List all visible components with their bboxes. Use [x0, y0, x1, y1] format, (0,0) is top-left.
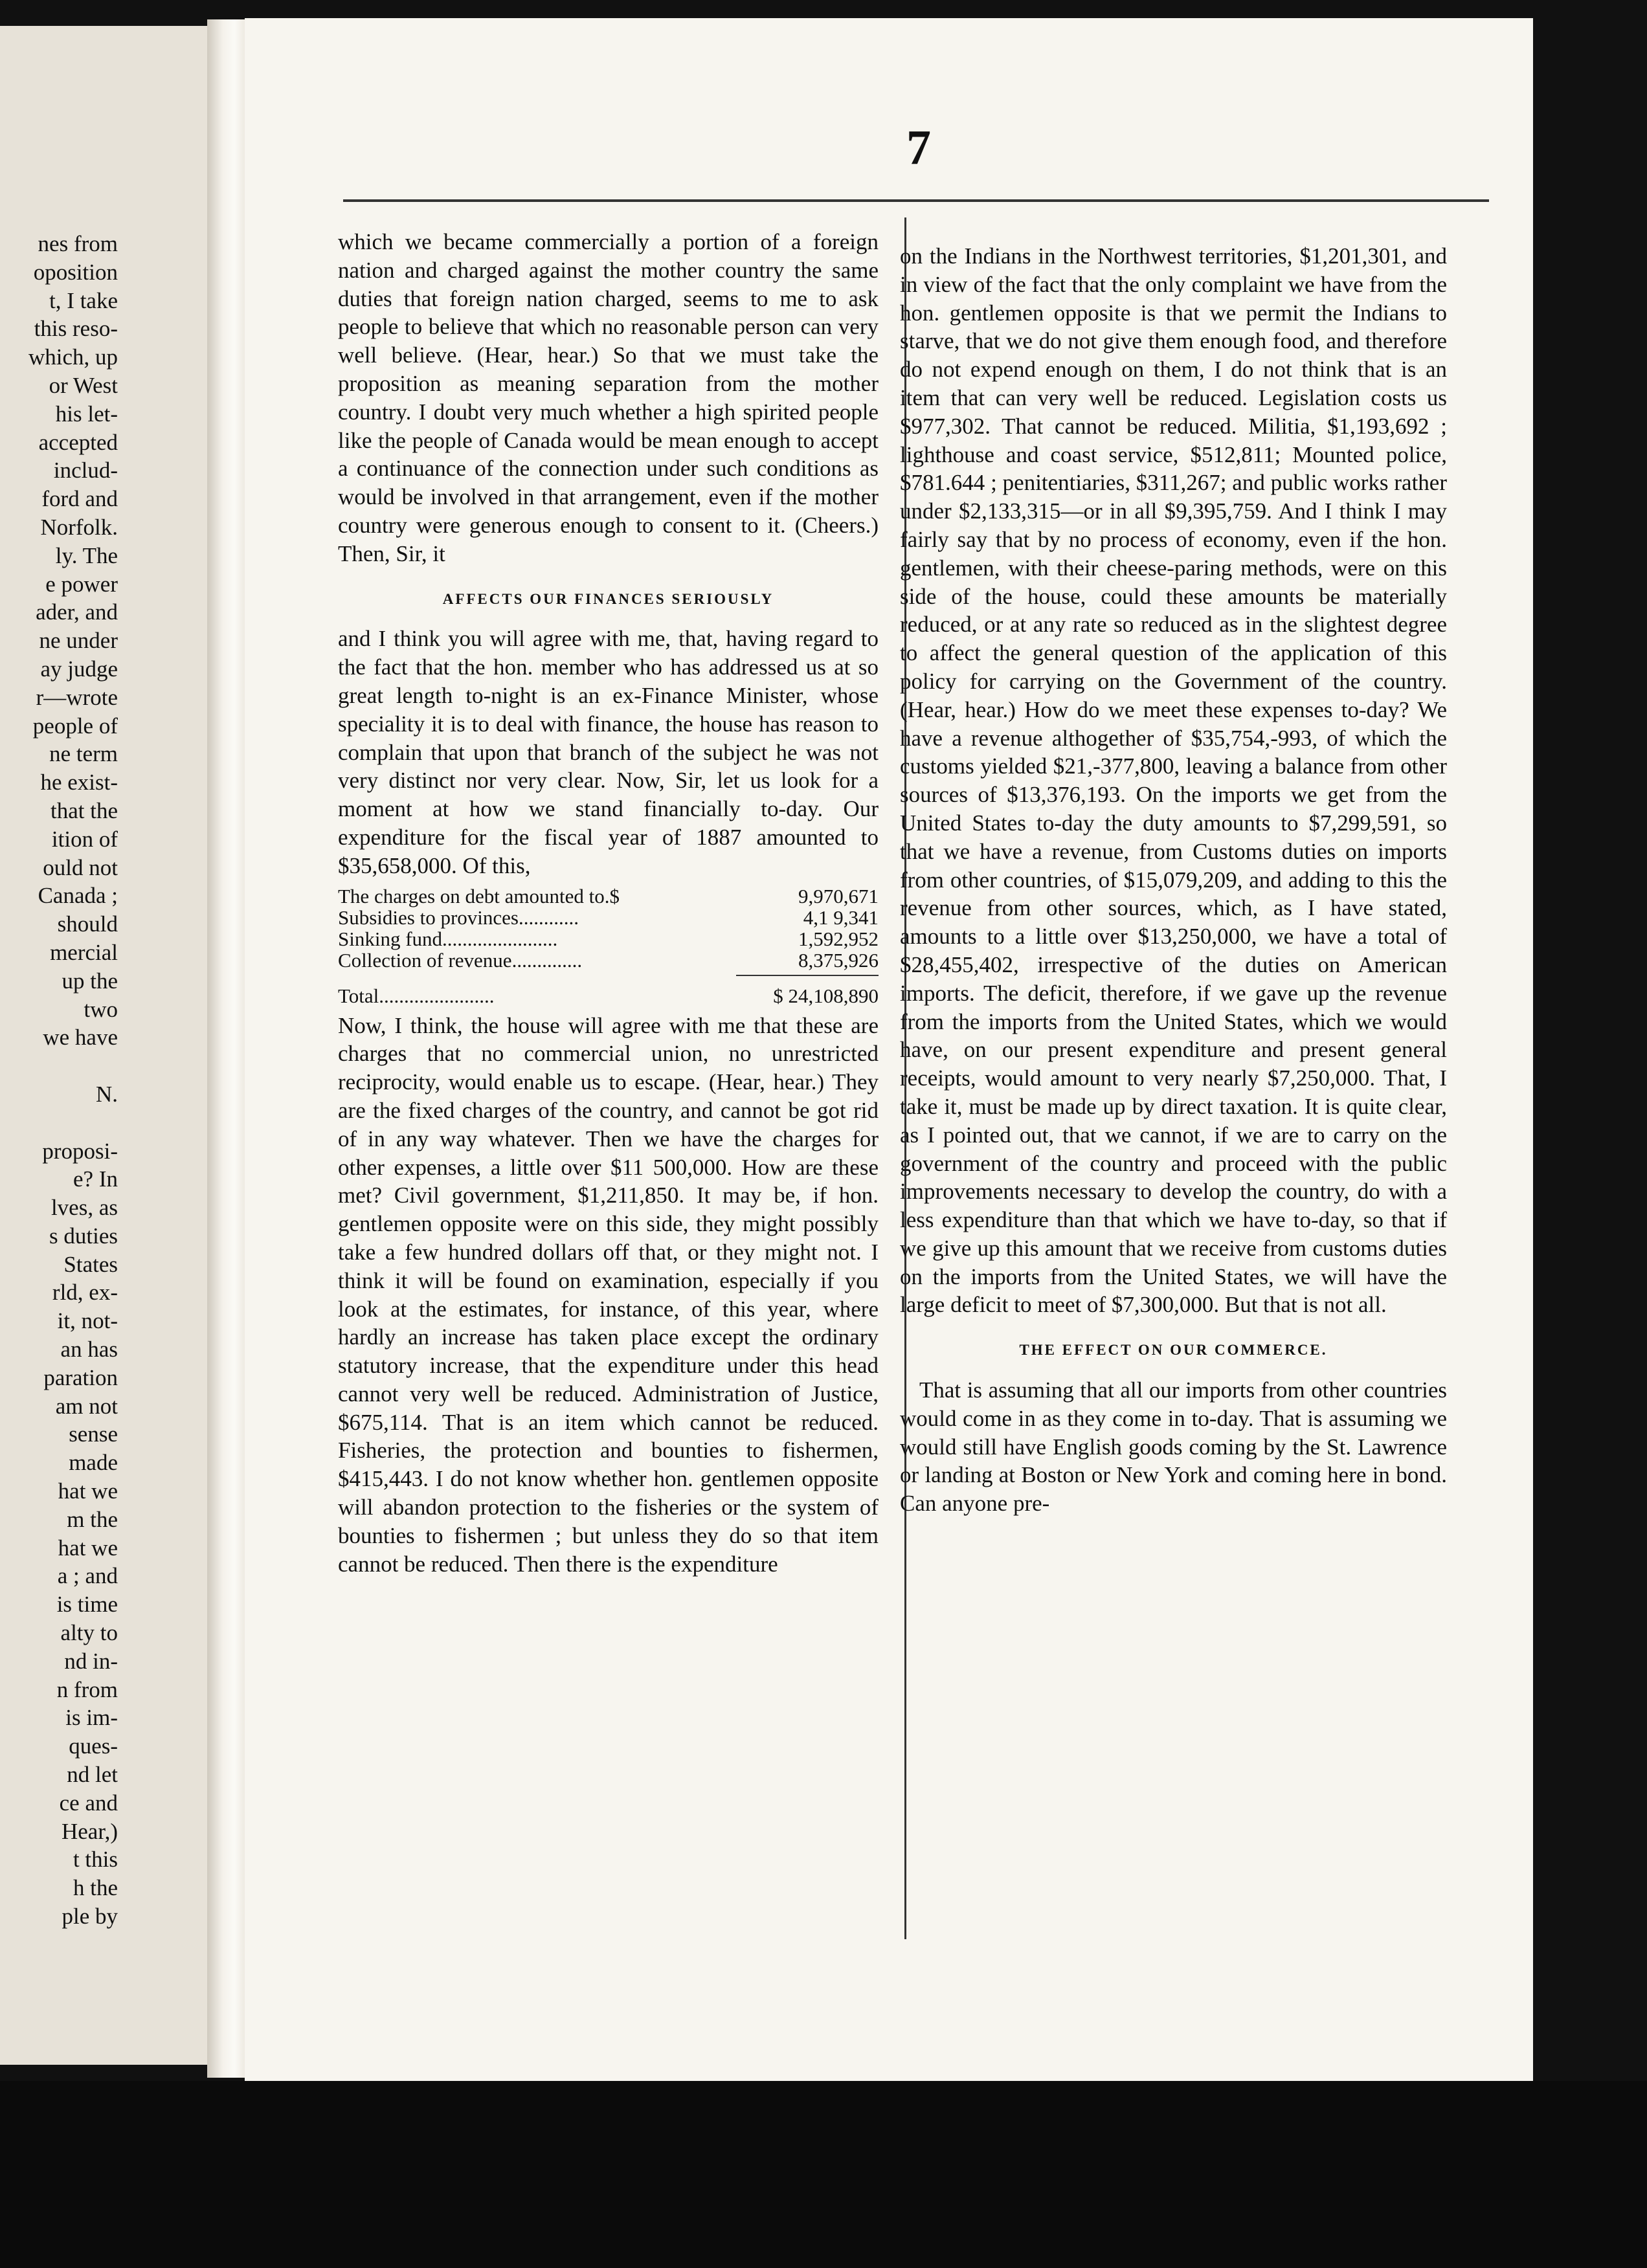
fragment-line: which, up: [28, 344, 118, 370]
fragment-line: nd in-: [64, 1648, 118, 1674]
fragment-line: e power: [45, 571, 118, 597]
fragment-line: lves, as: [50, 1195, 118, 1221]
book-gutter: [207, 19, 246, 2078]
fragment-line: ition of: [51, 826, 118, 852]
table-row: The charges on debt amounted to.$ 9,970,671: [338, 884, 879, 907]
fragment-line: an has: [60, 1337, 118, 1362]
fragment-line: ly. The: [55, 542, 118, 568]
fragment-line: [0, 1109, 118, 1137]
fragment-line: nd let: [67, 1762, 118, 1788]
column-right: [900, 242, 1447, 1518]
total-row: Total....................... $ 24,108,890: [338, 984, 879, 1007]
fragment-line: rld, ex-: [52, 1280, 118, 1306]
fragment-line: Norfolk.: [40, 514, 118, 540]
fragment-line: made: [69, 1450, 118, 1476]
fragment-line: r—wrote: [36, 684, 118, 710]
fragment-line: ne under: [39, 628, 118, 654]
fragment-line: ford and: [41, 486, 118, 512]
section-heading: AFFECTS OUR FINANCES SERIOUSLY: [442, 590, 774, 607]
fragment-line: paration: [43, 1364, 118, 1390]
table-row: Collection of revenue.............. 8,375,926: [338, 948, 879, 972]
fragment-line: am not: [55, 1393, 118, 1419]
fragment-line: we have: [43, 1025, 118, 1051]
paragraph: which we became commercially a portion of a foreign nation and charged against the mother country the same duties that foreign nation charged, seems to me to ask people to believe that which no reasonable person can very well believe. (Hear, hear.) So that we must take the proposition as meaning separation from the mother country. I doubt very much whether a high spirited people like the people of Canada would be mean enough to accept a continuance of the connection under such conditions as would be involved in that arrangement, even if the mother country were generous enough to consent to it. (Cheers.) Then, Sir, it: [338, 229, 879, 566]
fragment-line: is im-: [65, 1705, 118, 1731]
fragment-line: m the: [67, 1506, 118, 1532]
fragment-line: includ-: [53, 458, 118, 484]
fragment-line: should: [57, 911, 118, 937]
fragment-line: n from: [56, 1676, 118, 1702]
fragment-line: Hear,): [61, 1818, 118, 1844]
fragment-line: States: [63, 1251, 118, 1277]
paragraph: Now, I think, the house will agree with me that these are charges that no commercial union, no unrestricted reciprocity, would enable us to escape. (Hear, hear.) They are the fixed charges of the country, and cannot be got rid of in any way whatever. Then we have the charges for other expenses, a little over $11 500,000. How are these met? Civil government, $1,211,850. It may be, if hon. gentlemen opposite were on this side, they might possibly take a few hundred dollars off that, or they might not. I think it will be found on examination, especially if you look at the estimates, for instance, of this year, where hardly an increase has taken place except the ordinary statutory increase, that the expenditure under this head cannot very well be reduced. Administration of Justice, $675,114. That is an item which cannot be reduced. Fisheries, the protection and bounties to fishermen, $415,443. I do not know whether hon. gentlemen opposite will abandon protection to the fisheries or the system of bounties to fishermen ; but unless they do so that item cannot be reduced. Then there is the expenditure: [338, 1012, 879, 1577]
scan-background: [0, 2081, 1647, 2268]
fragment-line: oposition: [33, 259, 118, 285]
header-rule: [343, 199, 1489, 202]
fragment-line: hat we: [58, 1535, 118, 1561]
paragraph: That is assuming that all our imports from other countries would come in as they come in to-day. That is assuming we would still have English goods coming by the St. Lawrence or landing at Boston or New York and coming here in bond. Can anyone pre-: [900, 1377, 1447, 1517]
fragment-line: accepted: [38, 429, 118, 455]
fragment-line: N.: [95, 1081, 118, 1107]
expenditure-table: [338, 885, 879, 1006]
fragment-line: ple by: [62, 1904, 118, 1929]
fragment-line: t, I take: [49, 287, 118, 313]
fragment-line: he exist-: [40, 770, 118, 795]
table-row: Subsidies to provinces............ 4,1 9,341: [338, 906, 879, 929]
fragment-line: mercial: [50, 939, 118, 965]
fragment-line: alty to: [60, 1620, 118, 1646]
fragment-line: e? In: [73, 1166, 118, 1192]
total-rule: [736, 975, 879, 976]
fragment-line: his let-: [55, 401, 118, 427]
fragment-line: people of: [32, 713, 118, 739]
fragment-line: ne term: [49, 741, 118, 767]
fragment-line: sense: [69, 1421, 118, 1447]
left-page-text-fragments: [0, 230, 118, 1931]
fragment-line: ce and: [59, 1790, 118, 1816]
fragment-line: ader, and: [36, 599, 118, 625]
fragment-line: a ; and: [57, 1563, 118, 1589]
fragment-line: s duties: [49, 1223, 118, 1249]
fragment-line: nes from: [38, 231, 118, 256]
fragment-line: up the: [62, 968, 118, 994]
section-heading: THE EFFECT ON OUR COMMERCE.: [1019, 1342, 1328, 1359]
fragment-line: this reso-: [34, 316, 118, 342]
fragment-line: Canada ;: [38, 883, 118, 909]
fragment-line: hat we: [58, 1478, 118, 1504]
fragment-line: ay judge: [40, 656, 118, 682]
fragment-line: two: [84, 996, 118, 1022]
fragment-line: ould not: [43, 854, 118, 880]
page-number: 7: [906, 120, 931, 175]
fragment-line: it, not-: [57, 1308, 118, 1334]
column-left: [338, 228, 879, 1578]
fragment-line: or West: [49, 372, 118, 398]
fragment-line: that the: [50, 797, 118, 823]
fragment-line: is time: [56, 1592, 118, 1618]
fragment-line: h the: [73, 1875, 118, 1901]
paragraph: on the Indians in the Northwest territories, $1,201,301, and in view of the fact that the only complaint we have from the hon. gentlemen opposite is that we permit the Indians to starve, that we do not give them enough food, and therefore do not expend enough on them, I do not think that is an item that can very well be reduced. Legislation costs us $977,302. That cannot be reduced. Militia, $1,193,692 ; lighthouse and coast service, $512,811; Mounted police, $781.644 ; penitentiaries, $311,267; and public works rather under $2,133,315—or in all $9,395,759. And I think I may fairly say that by no process of economy, even if the hon. gentlemen, with their cheese-paring methods, were on this side of the house, could these amounts be materially reduced, or at any rate so reduced as in the slightest degree to affect the general question of the application of this policy for carrying on the Government of the country. (Hear, hear.) How do we meet these expenses to-day? We have a revenue althogether of $35,754,-993, of which the customs yielded $21,-377,800, leaving a balance from other sources of $13,376,193. On the imports we get from the United States to-day the duty amounts to $7,299,591, so that we have a revenue, from Customs duties on imports from other countries, of $15,079,209, and adding to this the revenue from other sources, which, as I have stated, amounts to a little over $13,250,000, we have a total of $28,455,402, irrespective of the duties on American imports. The deficit, therefore, if we gave up the revenue from the imports from the United States, which we would have, on our present expenditure and present general receipts, would amount to very nearly $7,250,000. That, I take it, must be made up by direct taxation. It is quite clear, as I pointed out, that we cannot, if we are to carry on the government of the country and proceed with the public improvements necessary to develop the country, do with a less expenditure than that which we have to-day, so that if we give up this amount that we receive from customs duties on the imports from the United States, we will have the large deficit to meet of $7,300,000. But that is not all.: [900, 243, 1447, 1318]
table-row: Sinking fund....................... 1,592,952: [338, 927, 879, 950]
fragment-line: t this: [73, 1847, 118, 1873]
fragment-line: proposi-: [42, 1138, 118, 1164]
fragment-line: ques-: [69, 1733, 118, 1759]
paragraph: and I think you will agree with me, that, having regard to the fact that the hon. member who has addressed us at so great length to-night is an ex-Finance Minister, whose speciality it is to deal with finance, the house has reason to complain that upon that branch of the subject he was not very distinct nor very clear. Now, Sir, let us look for a moment at how we stand financially to-day. Our expenditure for the fiscal year of 1887 amounted to $35,658,000. Of this,: [338, 626, 879, 878]
fragment-line: [0, 1052, 118, 1080]
